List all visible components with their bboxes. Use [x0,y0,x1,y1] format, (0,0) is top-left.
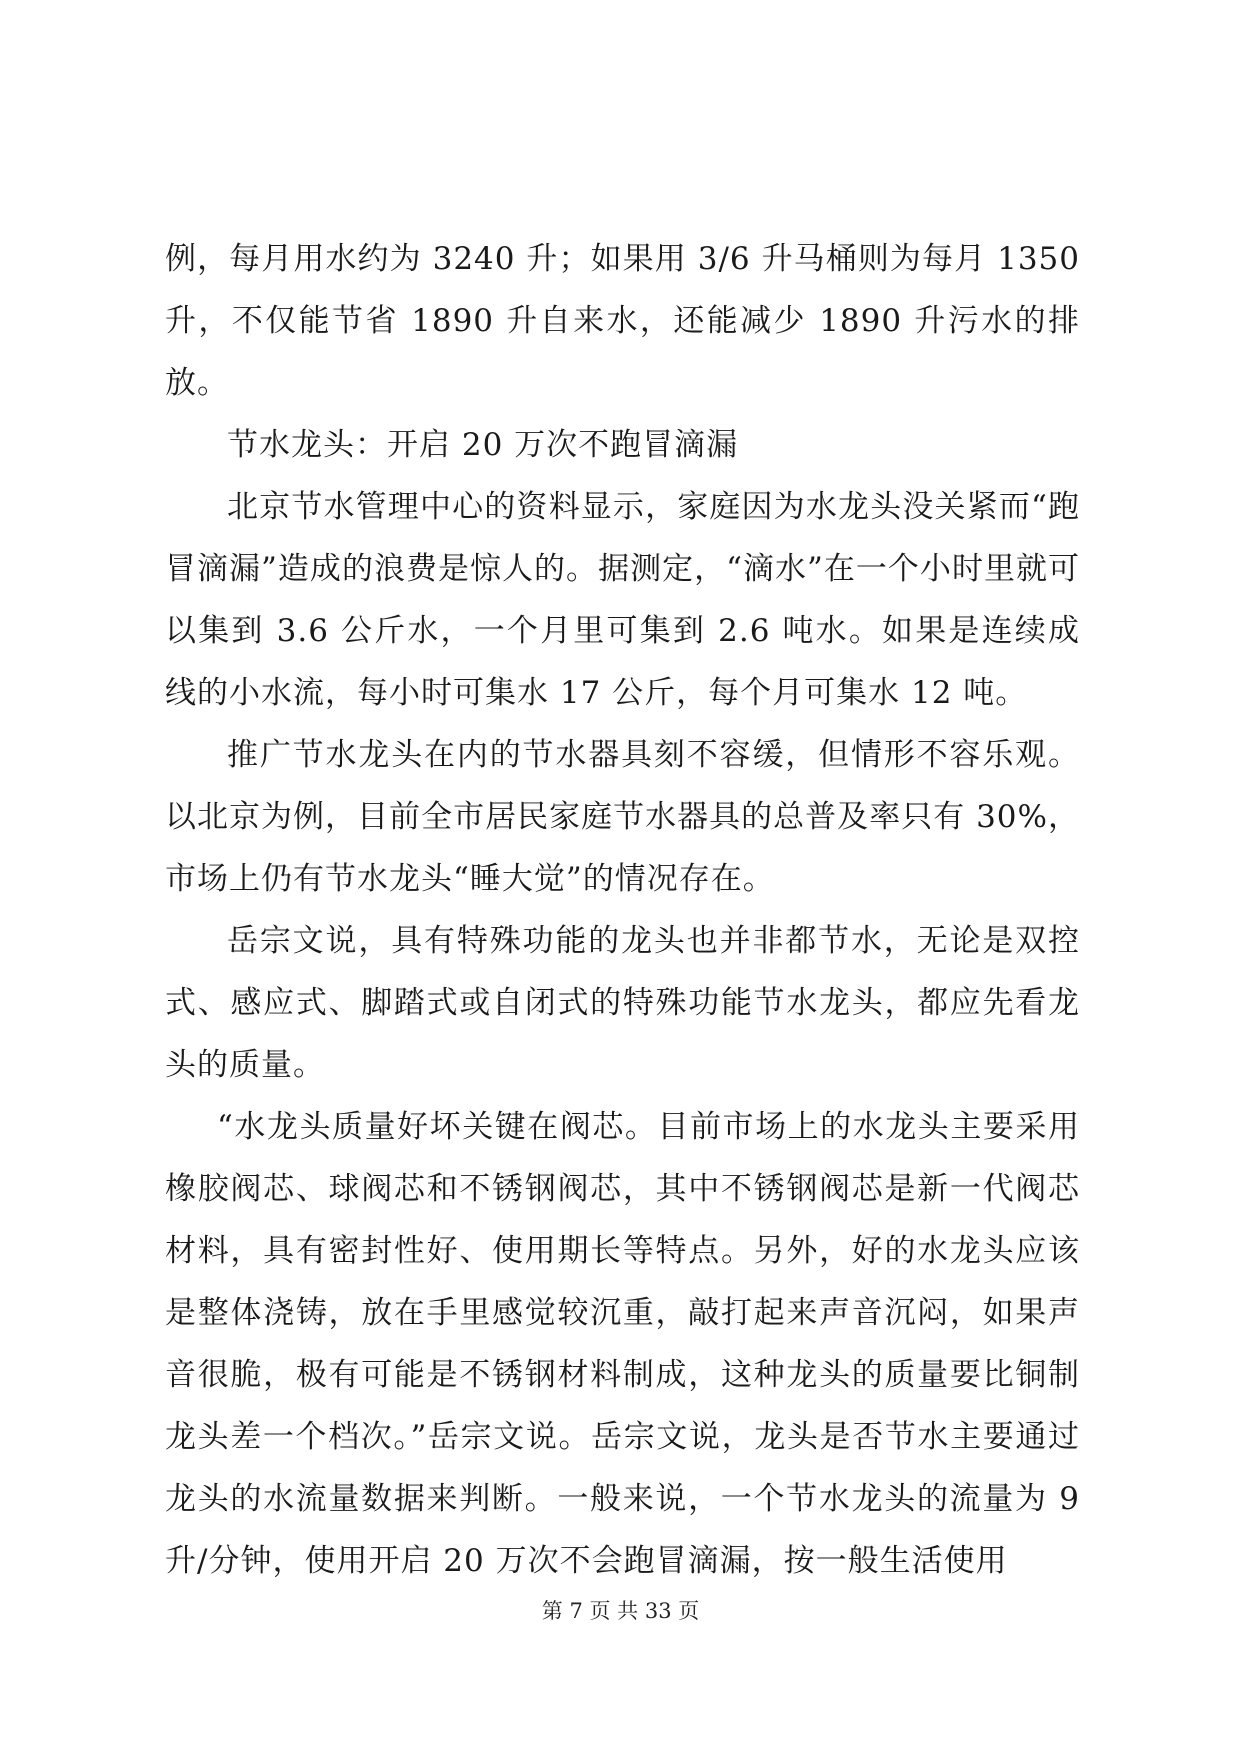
paragraph-4: 推广节水龙头在内的节水器具刻不容缓，但情形不容乐观。以北京为例，目前全市居民家庭节水器具的总普及率只有 30%，市场上仍有节水龙头“睡大觉”的情况存在。 [165,737,1080,897]
paragraph-2-heading: 节水龙头：开启 20 万次不跑冒滴漏 [227,427,739,463]
page-number-footer: 第 7 页 共 33 页 [541,1599,700,1623]
paragraph-6: “水龙头质量好坏关键在阀芯。目前市场上的水龙头主要采用橡胶阀芯、球阀芯和不锈钢阀芯，其中不锈钢阀芯是新一代阀芯材料，具有密封性好、使用期长等特点。另外，好的水龙头应该是整体浇铸，放在手里感觉较沉重，敲打起来声音沉闷，如果声音很脆，极有可能是不锈钢材料制成，这种龙头的质量要比铜制龙头差一个档次。”岳宗文说。岳宗文说，龙头是否节水主要通过龙头的水流量数据来判断。一般来说，一个节水龙头的流量为 9 升/分钟，使用开启 20 万次不会跑冒滴漏，按一般生活使用 [165,1109,1080,1579]
paragraph-3: 北京节水管理中心的资料显示，家庭因为水龙头没关紧而“跑冒滴漏”造成的浪费是惊人的。据测定，“滴水”在一个小时里就可以集到 3.6 公斤水，一个月里可集到 2.6 吨水。如果是连续成线的小水流，每小时可集水 17 公斤，每个月可集水 12 吨。 [165,489,1080,711]
paragraph-1: 例，每月用水约为 3240 升；如果用 3/6 升马桶则为每月 1350 升，不仅能节省 1890 升自来水，还能减少 1890 升污水的排放。 [165,241,1080,401]
paragraph-5: 岳宗文说，具有特殊功能的龙头也并非都节水，无论是双控式、感应式、脚踏式或自闭式的特殊功能节水龙头，都应先看龙头的质量。 [165,923,1080,1083]
document-body [165,228,1080,1592]
